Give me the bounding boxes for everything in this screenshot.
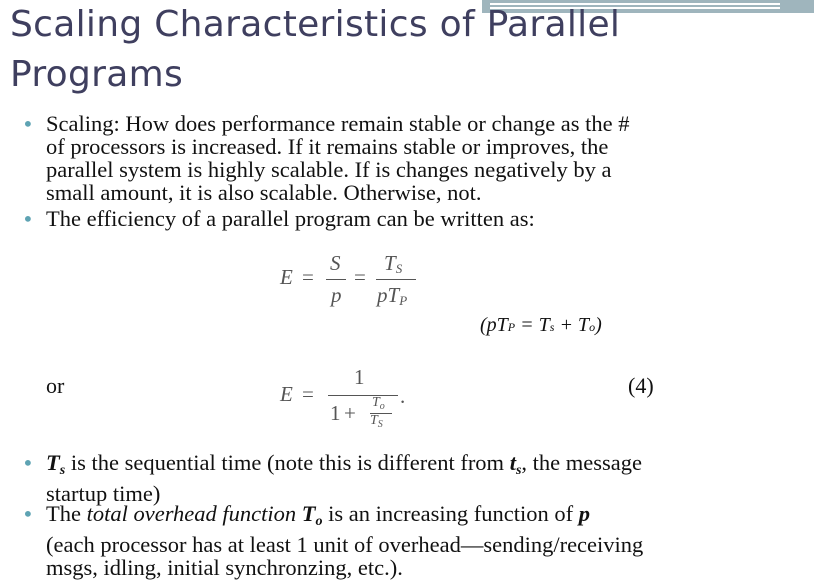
- equation-note: (pTP = Ts + To): [480, 314, 602, 336]
- bullet-line: parallel system is highly scalable. If is changes negatively by a: [46, 157, 612, 182]
- eq2-period: .: [400, 384, 406, 408]
- bullet-line: startup time): [46, 481, 161, 506]
- slide-title: [10, 0, 790, 100]
- bullet-line: msgs, idling, initial synchronzing, etc.).: [46, 555, 403, 580]
- bullet-line: small amount, it is also scalable. Otherwise, not.: [46, 180, 482, 205]
- bullet-dot: •: [22, 451, 34, 475]
- eq1-equals-2: =: [354, 265, 366, 289]
- eq2-equals: =: [302, 382, 314, 406]
- bullet-sequential-time: [46, 451, 776, 505]
- eq1-fraction-bar-2: [376, 279, 416, 280]
- bullet-efficiency: The efficiency of a parallel program can be written as:: [46, 206, 535, 231]
- eq2-numerator: 1: [354, 365, 365, 389]
- bullet-line: Ts is the sequential time (note this is different from ts, the message: [46, 450, 643, 478]
- eq1-numerator-Ts: $T_S$: [384, 251, 403, 276]
- bullet-line: of processors is increased. If it remains stable or improves, the: [46, 134, 609, 159]
- eq1-lhs: E: [280, 265, 293, 289]
- bullet-line: Scaling: How does performance remain stable or change as the #: [46, 111, 630, 136]
- eq2-inner-denominator: $T_S$: [370, 413, 383, 430]
- bullet-line: (each processor has at least 1 unit of overhead—sending/receiving: [46, 532, 644, 557]
- or-label: or: [46, 373, 65, 398]
- eq2-fraction-bar: [328, 395, 398, 396]
- bullet-dot: •: [22, 502, 34, 526]
- bullet-overhead-function: [46, 502, 776, 579]
- eq2-inner-numerator: $T_o$: [372, 395, 385, 412]
- title-line-1: Scaling Characteristics of Parallel: [10, 4, 621, 45]
- eq2-denominator-one: 1: [330, 401, 341, 425]
- bullet-scaling: [46, 112, 776, 204]
- bullet-dot: •: [22, 112, 34, 136]
- eq1-fraction-bar: [326, 279, 346, 280]
- eq2-denominator-plus: +: [344, 401, 356, 425]
- title-line-2: Programs: [10, 54, 184, 95]
- eq1-equals: =: [302, 265, 314, 289]
- eq1-denominator-p: p: [331, 283, 342, 307]
- bullet-line: The total overhead function To is an increasing function of p: [46, 501, 590, 529]
- eq1-numerator-S: S: [330, 251, 341, 275]
- eq1-denominator-pTp: $pT_P$: [377, 283, 408, 308]
- eq2-lhs: E: [280, 382, 293, 406]
- equation-number: (4): [628, 373, 654, 398]
- bullet-dot: •: [22, 207, 34, 231]
